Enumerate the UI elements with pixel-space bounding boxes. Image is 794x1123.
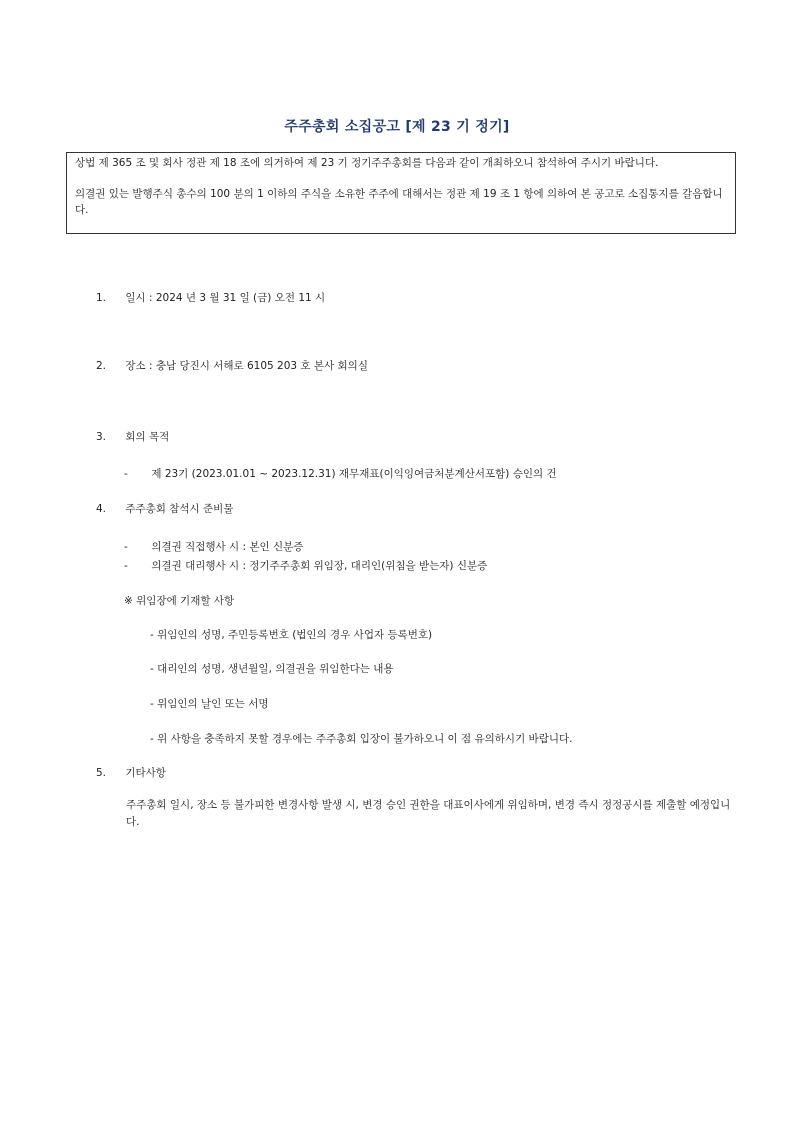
- proxy-item: - 대리인의 성명, 생년월일, 의결권을 위임한다는 내용: [150, 663, 394, 675]
- item-number: 1.: [96, 292, 107, 304]
- prep-line: [124, 539, 303, 554]
- item-location: [96, 358, 368, 373]
- item-text: 일시 : 2024 년 3 월 31 일 (금) 오전 11 시: [125, 292, 326, 304]
- proxy-note: ※ 위임장에 기재할 사항: [124, 595, 235, 607]
- proxy-item: - 위임인의 성명, 주민등록번호 (법인의 경우 사업자 등록번호): [150, 629, 433, 641]
- bullet-dash: -: [124, 541, 128, 553]
- prep-text: 의결권 직접행사 시 : 본인 신분증: [151, 541, 304, 553]
- page-title: 주주총회 소집공고 [제 23 기 정기]: [284, 119, 510, 135]
- item-preparation: [96, 501, 233, 516]
- item-number: 2.: [96, 360, 107, 372]
- prep-text: 의결권 대리행사 시 : 정기주주총회 위임장, 대리인(위침을 받는자) 신분증: [151, 560, 488, 572]
- item-agenda: [96, 429, 169, 444]
- item-date: [96, 290, 325, 305]
- item-text: 주주총회 참석시 준비물: [125, 503, 234, 515]
- agenda-line: [124, 466, 557, 481]
- other-paragraph: 주주총회 일시, 장소 등 불가피한 변경사항 발생 시, 변경 승인 권한을 대표이사에게 위임하며, 변경 즉시 정정공시를 제출할 예정입니다.: [126, 799, 731, 828]
- item-number: 5.: [96, 767, 107, 779]
- notice-box: [66, 152, 736, 234]
- item-other: [96, 765, 166, 780]
- prep-line: [124, 558, 487, 573]
- agenda-text: 제 23기 (2023.01.01 ~ 2023.12.31) 재무재표(이익잉여금처분계산서포함) 승인의 건: [151, 468, 557, 480]
- proxy-item: - 위임인의 날인 또는 서명: [150, 698, 269, 710]
- item-text: 장소 : 충남 당진시 서해로 6105 203 호 본사 회의실: [125, 360, 368, 372]
- proxy-item: - 위 사항을 충족하지 못할 경우에는 주주총회 입장이 불가하오니 이 점 유의하시기 바랍니다.: [150, 733, 573, 745]
- item-number: 3.: [96, 431, 107, 443]
- notice-paragraph-2: 의결권 있는 발행주식 총수의 100 분의 1 이하의 주식을 소유한 주주에 대해서는 정관 제 19 조 1 항에 의하여 본 공고로 소집통지를 갈음합니다.: [75, 188, 723, 216]
- bullet-dash: -: [124, 560, 128, 572]
- item-text: 기타사항: [125, 767, 166, 779]
- bullet-dash: -: [124, 468, 128, 480]
- notice-paragraph-1: 상법 제 365 조 및 회사 정관 제 18 조에 의거하여 제 23 기 정기주주총회를 다음과 같이 개최하오니 참석하여 주시기 바랍니다.: [75, 157, 659, 169]
- item-text: 회의 목적: [125, 431, 170, 443]
- item-number: 4.: [96, 503, 107, 515]
